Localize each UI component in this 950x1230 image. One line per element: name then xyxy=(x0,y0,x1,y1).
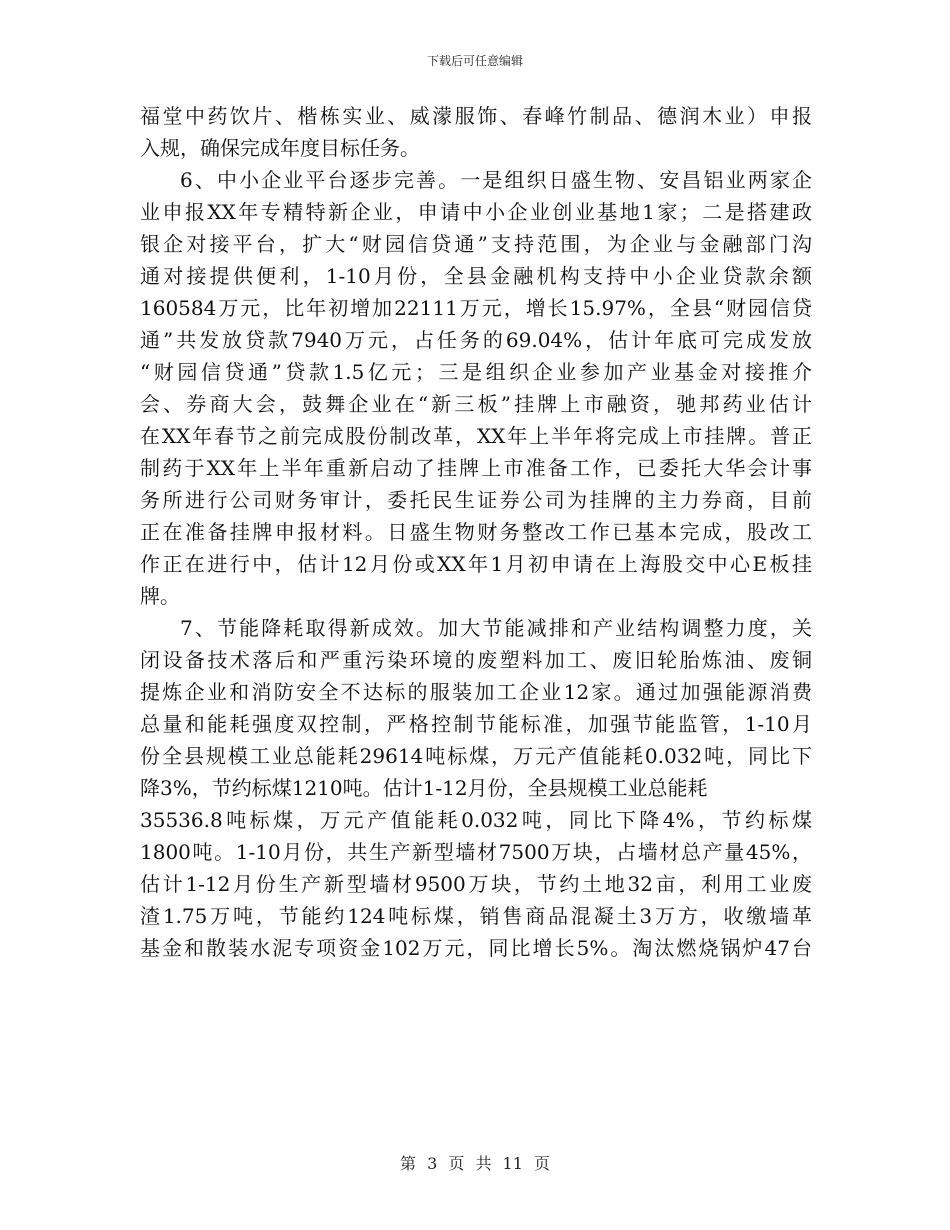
text-line: 35536.8吨标煤，万元产值能耗0.032吨，同比下降4%，节约标煤 xyxy=(140,808,812,832)
text-line: 总量和能耗强度双控制，严格控制节能标准，加强节能监管，1-10月 xyxy=(140,712,812,736)
document-body xyxy=(140,100,812,964)
text-line: 会、券商大会，鼓舞企业在“新三板”挂牌上市融资，驰邦药业估计 xyxy=(140,392,812,416)
text-line: 估计1-12月份生产新型墙材9500万块，节约土地32亩，利用工业废 xyxy=(140,872,812,896)
page-number-footer: 第 3 页 共 11 页 xyxy=(400,1154,550,1173)
text-line: 通对接提供便利，1-10月份，全县金融机构支持中小企业贷款余额 xyxy=(140,264,812,288)
text-line: “财园信贷通”贷款1.5亿元；三是组织企业参加产业基金对接推介 xyxy=(140,360,812,384)
text-line: 制药于XX年上半年重新启动了挂牌上市准备工作，已委托大华会计事 xyxy=(140,456,812,480)
text-line: 基金和散装水泥专项资金102万元，同比增长5%。淘汰燃烧锅炉47台 xyxy=(140,936,812,960)
text-line: 银企对接平台，扩大“财园信贷通”支持范围，为企业与金融部门沟 xyxy=(140,232,812,256)
paragraph xyxy=(140,100,812,164)
text-line: 7、节能降耗取得新成效。加大节能减排和产业结构调整力度，关 xyxy=(180,616,812,640)
text-line: 提炼企业和消防安全不达标的服装加工企业12家。通过加强能源消费 xyxy=(140,680,812,704)
text-line: 作正在进行中，估计12月份或XX年1月初申请在上海股交中心E板挂 xyxy=(140,552,812,576)
text-line: 业申报XX年专精特新企业，申请中小企业创业基地1家；二是搭建政 xyxy=(140,200,812,224)
text-line: 1800吨。1-10月份，共生产新型墙材7500万块，占墙材总产量45%， xyxy=(140,840,812,864)
text-line: 务所进行公司财务审计，委托民生证券公司为挂牌的主力券商，目前 xyxy=(140,488,812,512)
text-line: 通”共发放贷款7940万元，占任务的69.04%，估计年底可完成发放 xyxy=(140,328,812,352)
text-line: 渣1.75万吨，节能约124吨标煤，销售商品混凝土3万方，收缴墙革 xyxy=(140,904,812,928)
text-line: 160584万元，比年初增加22111万元，增长15.97%，全县“财园信贷 xyxy=(140,296,812,320)
text-line: 降3%，节约标煤1210吨。估计1-12月份，全县规模工业总能耗 xyxy=(140,776,708,800)
text-line: 正在准备挂牌申报材料。日盛生物财务整改工作已基本完成，股改工 xyxy=(140,520,812,544)
text-line: 入规，确保完成年度目标任务。 xyxy=(140,136,420,160)
page-header: 下载后可任意编辑 xyxy=(426,54,523,68)
paragraph xyxy=(140,612,812,964)
text-line: 闭设备技术落后和严重污染环境的废塑料加工、废旧轮胎炼油、废铜 xyxy=(140,648,812,672)
paragraph xyxy=(140,164,812,612)
text-line: 在XX年春节之前完成股份制改革，XX年上半年将完成上市挂牌。普正 xyxy=(140,424,812,448)
text-line: 份全县规模工业总能耗29614吨标煤，万元产值能耗0.032吨，同比下 xyxy=(140,744,812,768)
text-line: 牌。 xyxy=(140,584,180,608)
text-line: 福堂中药饮片、楷栋实业、威濛服饰、春峰竹制品、德润木业）申报 xyxy=(140,104,812,128)
text-line: 6、中小企业平台逐步完善。一是组织日盛生物、安昌铝业两家企 xyxy=(180,168,812,192)
